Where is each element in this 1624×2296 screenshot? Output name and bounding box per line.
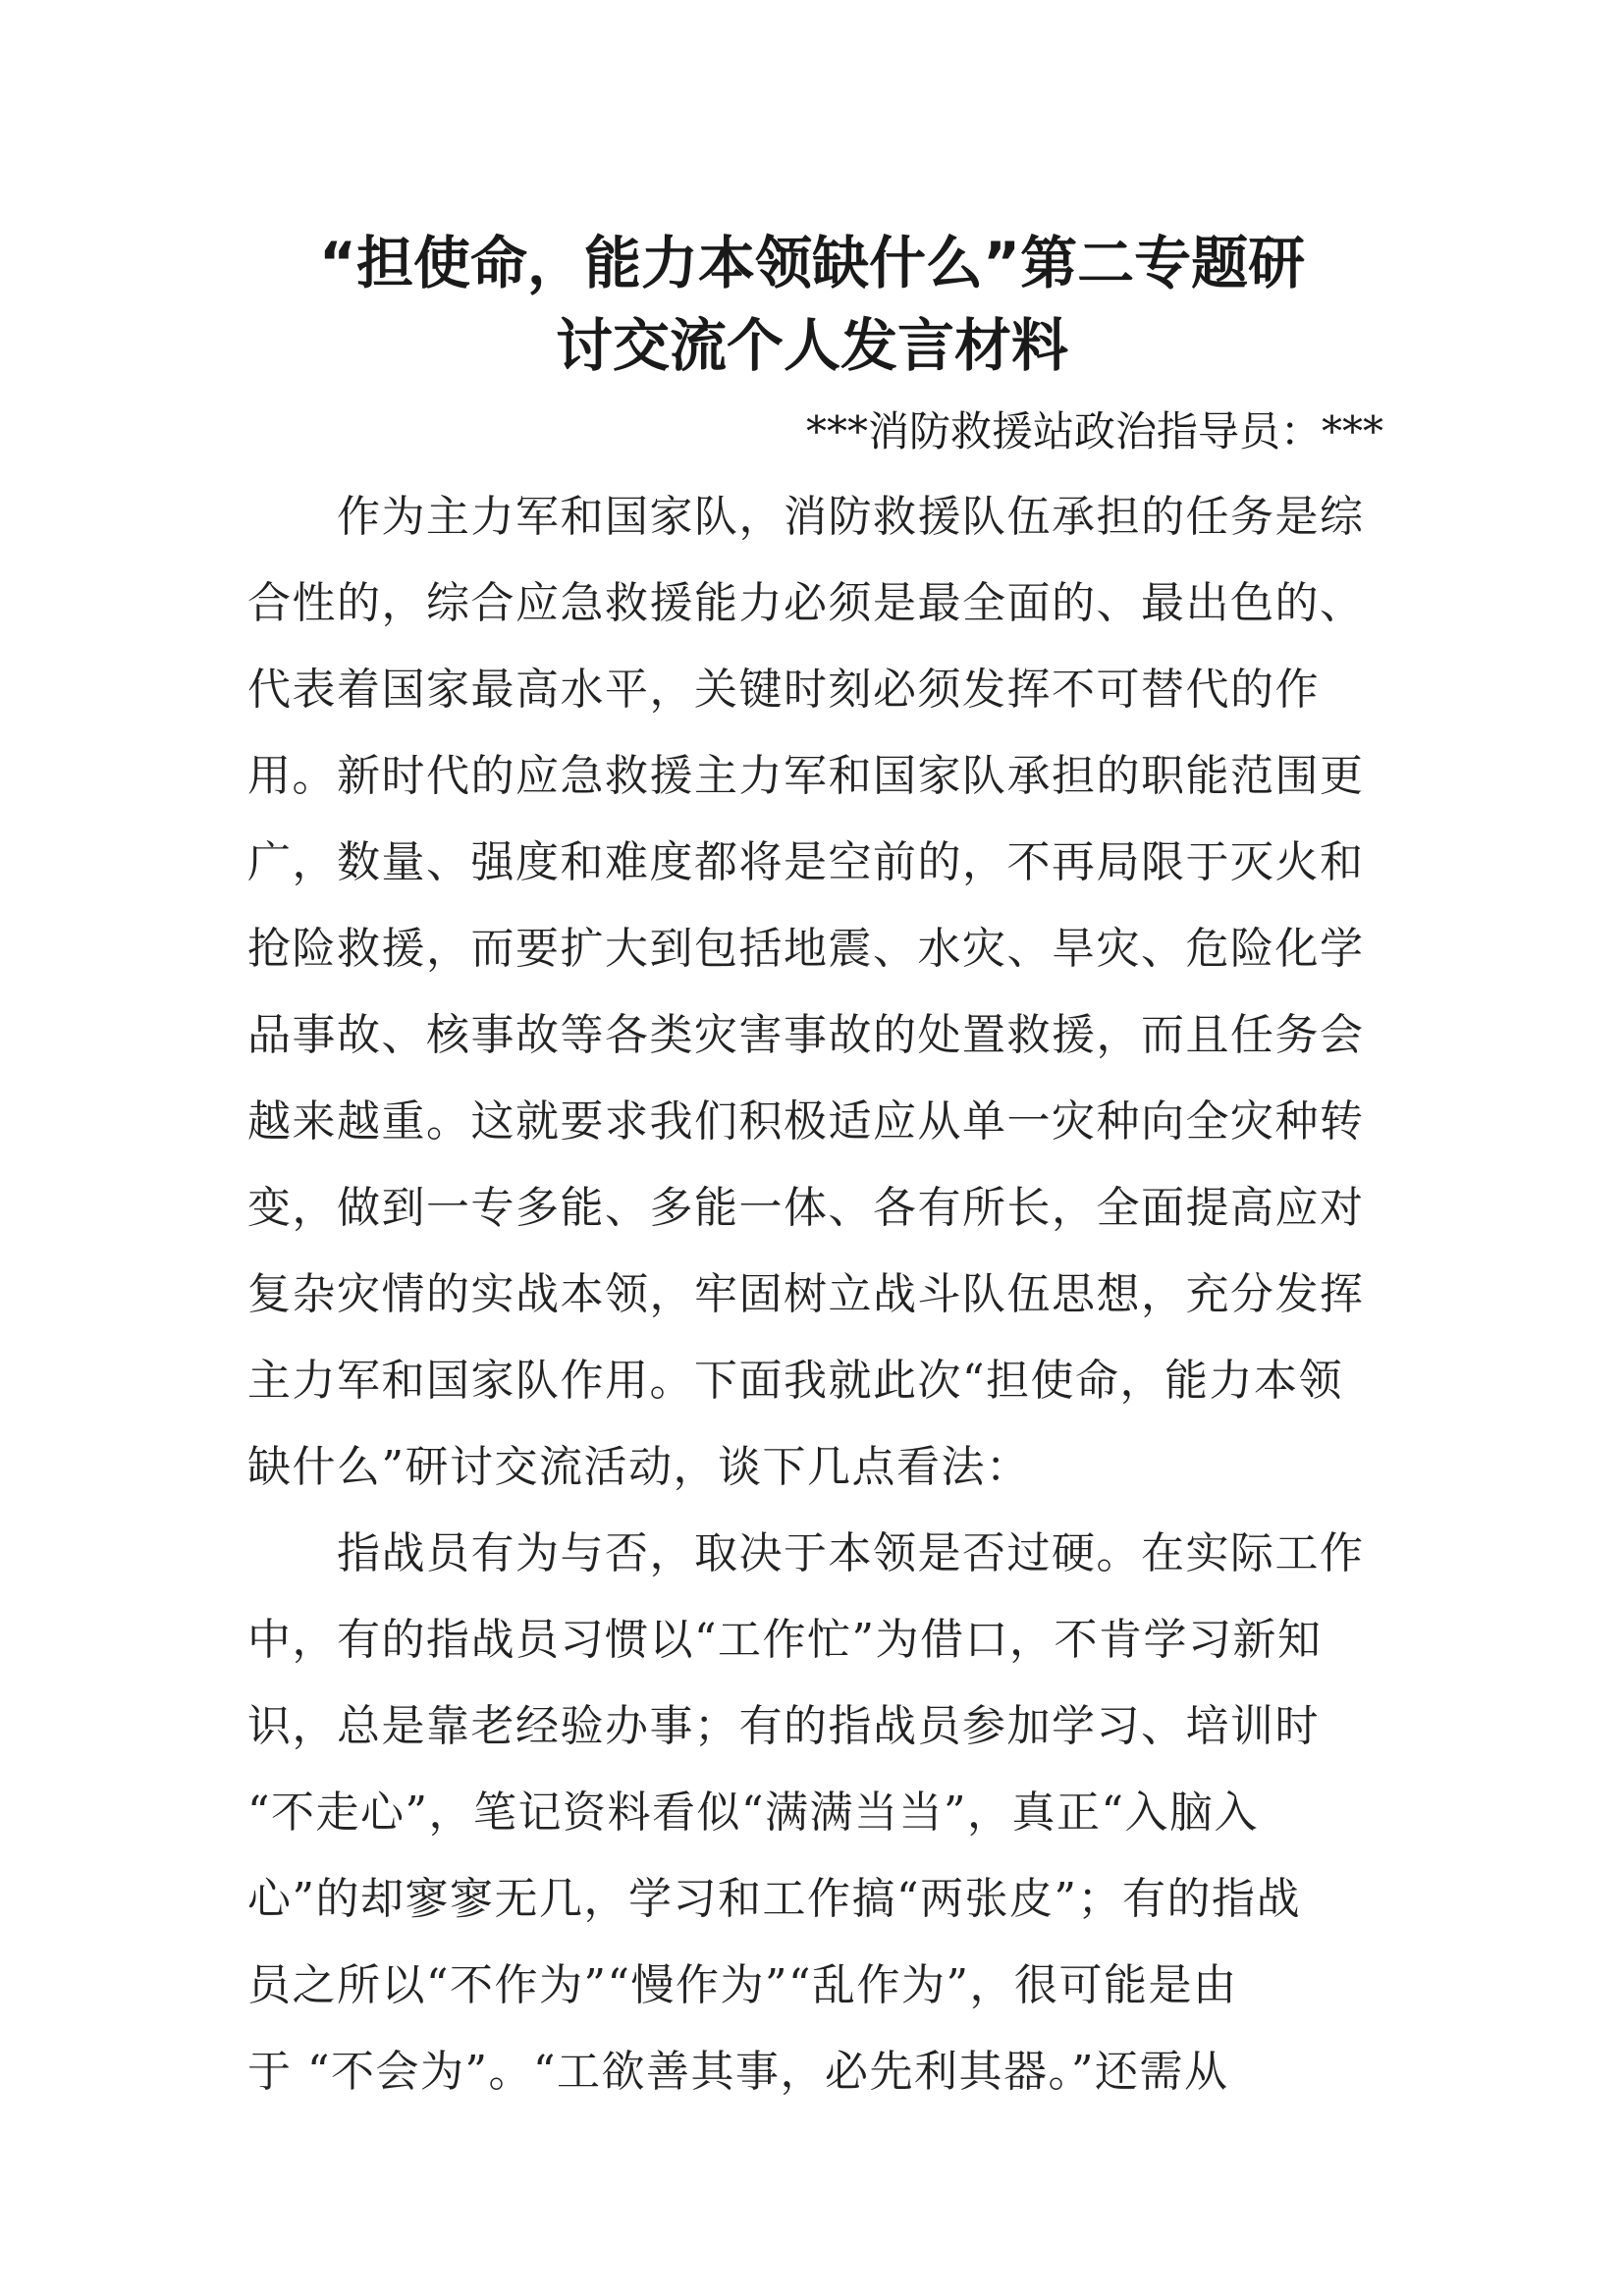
body-line: 主力军和国家队作用。下面我就此次“担使命，能力本领 [247,1356,1343,1406]
body-line: 变，做到一专多能、多能一体、各有所长，全面提高应对 [247,1183,1365,1233]
body-line: 品事故、核事故等各类灾害事故的处置救援，而且任务会 [247,1010,1365,1060]
document-title-line-2: 讨交流个人发言材料 [555,312,1068,379]
body-line: 指战员有为与否，取决于本领是否过硬。在实际工作 [247,1528,1365,1578]
body-line: 复杂灾情的实战本领，牢固树立战斗队伍思想，充分发挥 [247,1269,1365,1319]
author-line: ***消防救援站政治指导员：*** [805,407,1383,455]
body-line: “不走心”，笔记资料看似“满满当当”，真正“入脑入 [247,1788,1259,1838]
body-line: 广，数量、强度和难度都将是空前的，不再局限于灭火和 [247,837,1365,887]
body-line: 识，总是靠老经验办事；有的指战员参加学习、培训时 [247,1701,1320,1751]
body-line: 员之所以“不作为”“慢作为”“乱作为”，很可能是由 [247,1960,1238,2010]
body-line: 作为主力军和国家队，消防救援队伍承担的任务是综 [247,492,1365,542]
body-line: 用。新时代的应急救援主力军和国家队承担的职能范围更 [247,751,1365,801]
body-line: 抢险救援，而要扩大到包括地震、水灾、旱灾、危险化学 [247,924,1365,974]
body-line: 中，有的指战员习惯以“工作忙”为借口，不肯学习新知 [247,1615,1323,1665]
body-line: 于 “不会为”。“工欲善其事，必先利其器。”还需从 [247,2047,1229,2097]
body-line: 心”的却寥寥无几，学习和工作搞“两张皮”；有的指战 [247,1874,1301,1924]
body-line: 代表着国家最高水平，关键时刻必须发挥不可替代的作 [247,665,1320,715]
body-line: 越来越重。这就要求我们积极适应从单一灾种向全灾种转 [247,1096,1365,1147]
body-line: 缺什么”研讨交流活动，谈下几点看法： [247,1442,1031,1492]
body-line: 合性的，综合应急救援能力必须是最全面的、最出色的、 [247,578,1365,628]
document-title-line-1: “担使命，能力本领缺什么”第二专题研 [318,230,1306,296]
